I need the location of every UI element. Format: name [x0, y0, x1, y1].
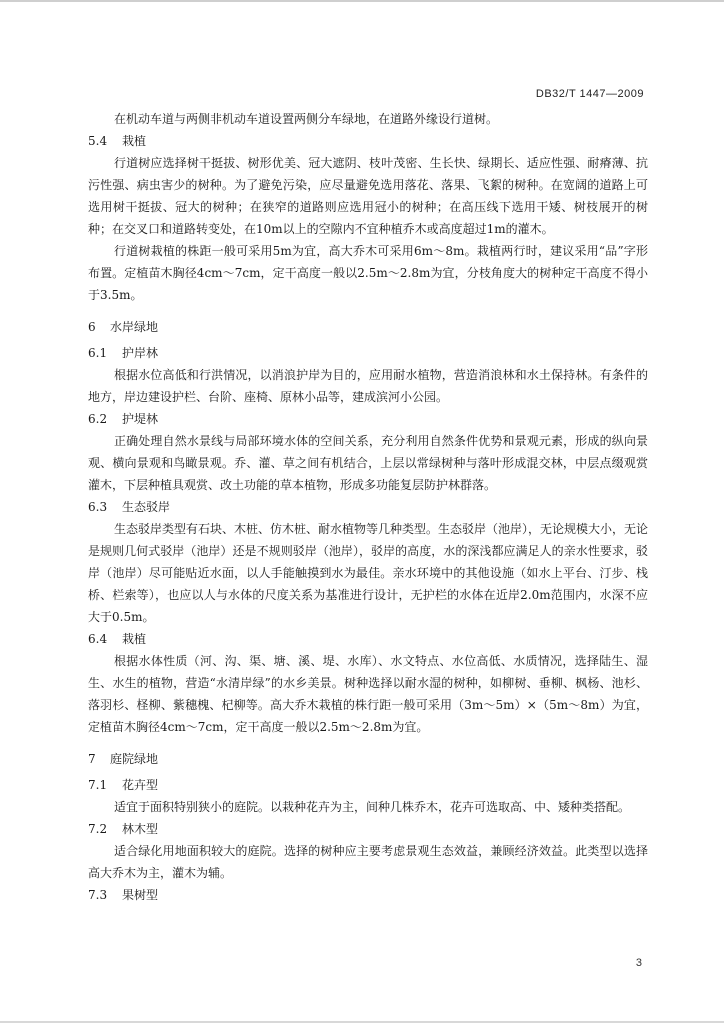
- heading-title: 栽植: [122, 632, 147, 646]
- paragraph: 正确处理自然水景线与局部环境水体的空间关系，充分利用自然条件优势和景观元素，形成的纵向景观、横向景观和鸟瞰景观。乔、灌、草之间有机结合，上层以常绿树种与落叶形成混交林，中层点缀观赏灌木，下层种植具观赏、改土功能的草本植物，形成多功能复层防护林群落。: [88, 434, 648, 492]
- heading-title: 护堤林: [122, 412, 159, 426]
- heading-number: 6.3: [88, 500, 108, 514]
- heading-title: 花卉型: [122, 778, 159, 792]
- document-body: [88, 108, 648, 906]
- heading-number: 7.3: [88, 888, 108, 902]
- heading-title: 林木型: [122, 822, 159, 836]
- heading-number: 7.2: [88, 822, 108, 836]
- heading-number: 6: [88, 320, 96, 334]
- heading-title: 庭院绿地: [110, 752, 159, 766]
- paragraph: 适合绿化用地面积较大的庭院。选择的树种应主要考虑景观生态效益，兼顾经济效益。此类型以选择高大乔木为主，灌木为辅。: [88, 844, 648, 880]
- paragraph: 行道树应选择树干挺拔、树形优美、冠大遮阴、枝叶茂密、生长快、绿期长、适应性强、耐瘠薄、抗污性强、病虫害少的树种。为了避免污染，应尽量避免选用落花、落果、飞絮的树种。在宽阔的道路上可选用树干挺拔、冠大的树种；在狭窄的道路则应选用冠小的树种；在高压线下选用干矮、树枝展开的树种；在交叉口和道路转变处，在10m以上的空隙内不宜种植乔木或高度超过1m的灌木。: [88, 156, 648, 236]
- subsection-heading: [88, 408, 648, 430]
- paragraph: 行道树栽植的株距一般可采用5m为宜，高大乔木可采用6m～8m。栽植两行时，建议采用“品”字形布置。定植苗木胸径4cm～7cm，定干高度一般以2.5m～2.8m为宜，分枝角度大的树种定干高度不得小于3.5m。: [88, 244, 648, 302]
- heading-title: 水岸绿地: [110, 320, 159, 334]
- heading-number: 7: [88, 752, 96, 766]
- paragraph: 根据水位高低和行洪情况，以消浪护岸为目的，应用耐水植物，营造消浪林和水土保持林。有条件的地方，岸边建设护栏、台阶、座椅、原林小品等，建成滨河小公园。: [88, 368, 648, 404]
- subsection-heading: [88, 342, 648, 364]
- subsection-heading: [88, 818, 648, 840]
- paragraph: 在机动车道与两侧非机动车道设置两侧分车绿地，在道路外缘设行道树。: [114, 112, 499, 126]
- heading-title: 果树型: [122, 888, 159, 902]
- scan-top-edge: [0, 0, 724, 2]
- page-number: 3: [635, 957, 642, 969]
- subsection-heading: [88, 130, 648, 152]
- paragraph: 生态驳岸类型有石块、木桩、仿木桩、耐水植物等几种类型。生态驳岸（池岸），无论规模大小，无论是规则几何式驳岸（池岸）还是不规则驳岸（池岸），驳岸的高度，水的深浅都应满足人的亲水性要求，驳岸（池岸）尽可能贴近水面，以人手能触摸到水为最佳。亲水环境中的其他设施（如水上平台、汀步、栈桥、栏索等），也应以人与水体的尺度关系为基准进行设计，无护栏的水体在近岸2.0m范围内，水深不应大于0.5m。: [88, 522, 649, 624]
- heading-number: 5.4: [88, 134, 108, 148]
- heading-title: 护岸林: [122, 346, 159, 360]
- heading-number: 6.1: [88, 346, 108, 360]
- subsection-heading: [88, 496, 648, 518]
- section-heading: [88, 316, 648, 338]
- document-code: DB32/T 1447—2009: [535, 88, 644, 100]
- heading-number: 6.4: [88, 632, 108, 646]
- scan-bottom-edge: [0, 1021, 724, 1023]
- subsection-heading: [88, 774, 648, 796]
- section-heading: [88, 748, 648, 770]
- heading-title: 生态驳岸: [122, 500, 171, 514]
- subsection-heading: [88, 884, 648, 906]
- heading-number: 7.1: [88, 778, 108, 792]
- paragraph: 适宜于面积特别狭小的庭院。以栽种花卉为主，间种几株乔木，花卉可选取高、中、矮种类搭配。: [114, 800, 631, 814]
- subsection-heading: [88, 628, 648, 650]
- paragraph: 根据水体性质（河、沟、渠、塘、溪、堤、水库）、水文特点、水位高低、水质情况，选择陆生、湿生、水生的植物，营造“水清岸绿”的水乡美景。树种选择以耐水湿的树种，如柳树、垂柳、枫杨、池杉、落羽杉、柽柳、紫穗槐、杞柳等。高大乔木栽植的株行距一般可采用（3m～5m）×（5m～8m）为宜，定植苗木胸径4cm～7cm，定干高度一般以2.5m～2.8m为宜。: [88, 654, 648, 734]
- heading-title: 栽植: [122, 134, 147, 148]
- heading-number: 6.2: [88, 412, 108, 426]
